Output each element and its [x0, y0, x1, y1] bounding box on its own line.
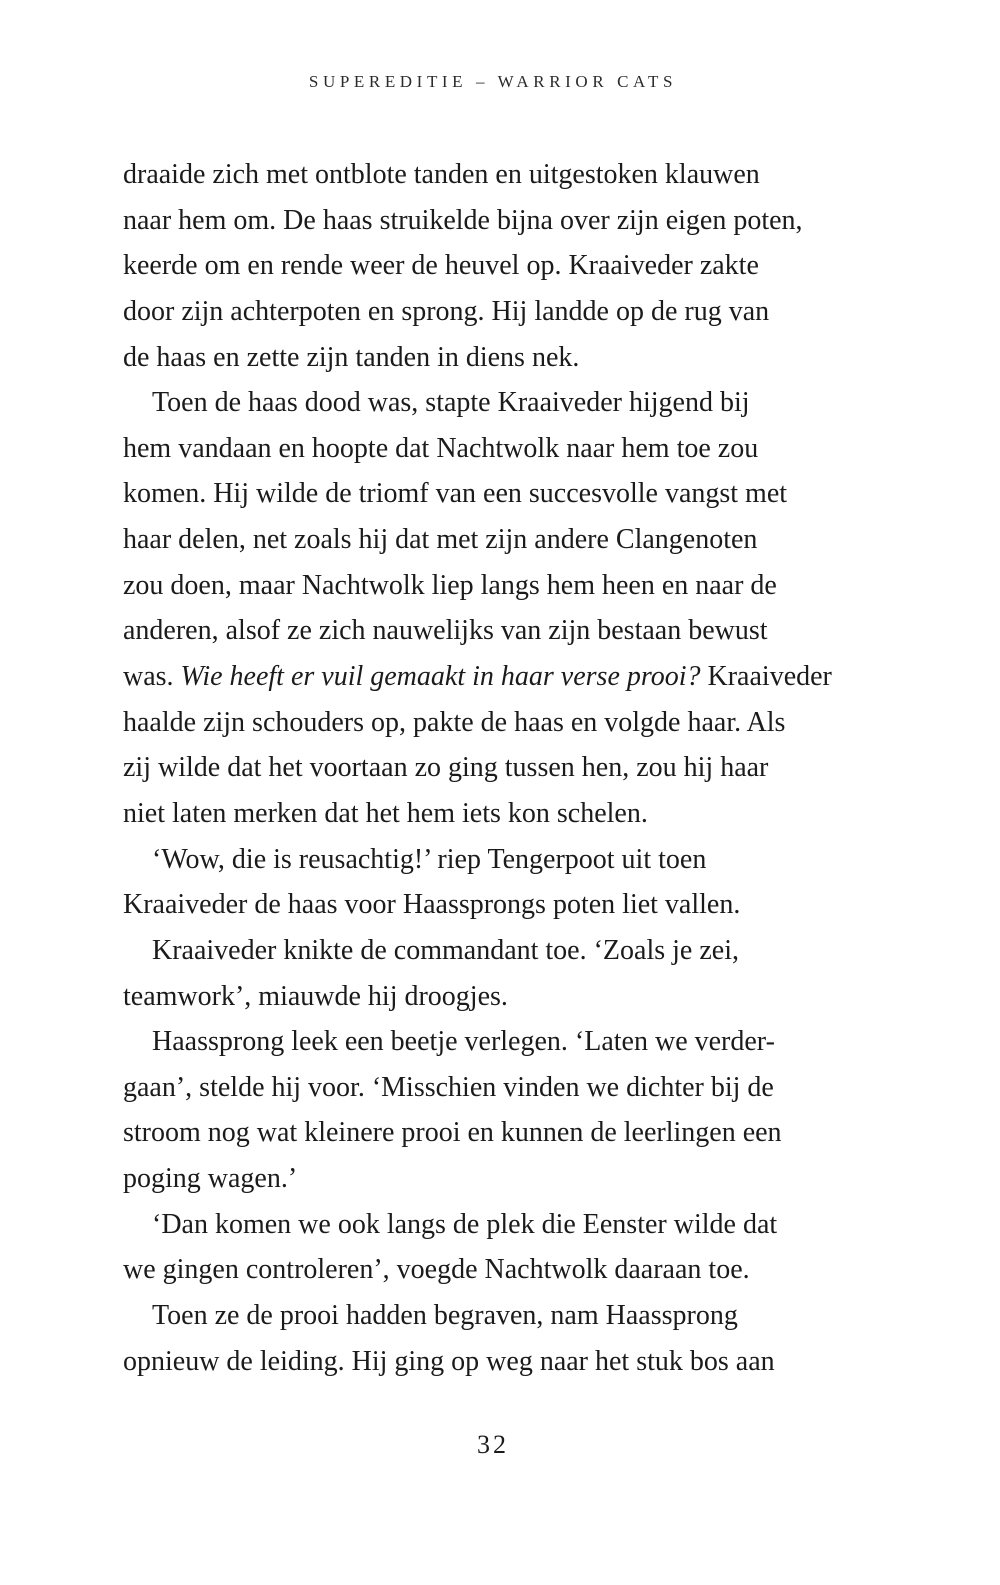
- text-line: opnieuw de leiding. Hij ging op weg naar het stuk bos aan: [123, 1345, 775, 1377]
- text-line: teamwork’, miauwde hij droogjes.: [123, 980, 508, 1012]
- page-number: 32: [477, 1430, 509, 1459]
- text-line: Kraaiveder knikte de commandant toe. ‘Zoals je zei,: [152, 934, 739, 966]
- paragraph: [123, 928, 903, 1019]
- text-line: haalde zijn schouders op, pakte de haas en volgde haar. Als: [123, 706, 786, 738]
- text-line: haar delen, net zoals hij dat met zijn andere Clangenoten: [123, 524, 758, 556]
- paragraph: [123, 152, 903, 380]
- text-line: hem vandaan en hoopte dat Nachtwolk naar hem toe zou: [123, 432, 759, 464]
- paragraph: [123, 380, 903, 836]
- text-line: ‘Wow, die is reusachtig!’ riep Tengerpoot uit toen: [152, 843, 707, 875]
- text-line: door zijn achterpoten en sprong. Hij landde op de rug van: [123, 295, 770, 327]
- text-line: niet laten merken dat het hem iets kon schelen.: [123, 797, 648, 829]
- italic-text: Wie heeft er vuil gemaakt in haar verse prooi?: [180, 661, 701, 693]
- text-line: anderen, alsof ze zich nauwelijks van zijn bestaan bewust: [123, 615, 768, 647]
- body-text: [123, 152, 903, 1384]
- paragraph: [123, 837, 903, 928]
- text-line: komen. Hij wilde de triomf van een succesvolle vangst met: [123, 478, 788, 510]
- text-line: we gingen controleren’, voegde Nachtwolk daaraan toe.: [123, 1254, 750, 1286]
- text-line: poging wagen.’: [123, 1163, 298, 1195]
- text-line: Toen ze de prooi hadden begraven, nam Haassprong: [152, 1300, 738, 1332]
- paragraph: [123, 1019, 903, 1202]
- text-line: keerde om en rende weer de heuvel op. Kraaiveder zakte: [123, 250, 759, 282]
- text-line: stroom nog wat kleinere prooi en kunnen de leerlingen een: [123, 1117, 782, 1149]
- running-head-title: SUPEREDITIE – WARRIOR CATS: [308, 72, 678, 91]
- text-line: [123, 654, 903, 700]
- text-line: Toen de haas dood was, stapte Kraaiveder hijgend bij: [152, 387, 750, 419]
- text-line: Haassprong leek een beetje verlegen. ‘Laten we verder-: [152, 1026, 775, 1058]
- text-line: zou doen, maar Nachtwolk liep langs hem heen en naar de: [123, 569, 777, 601]
- text-line: zij wilde dat het voortaan zo ging tussen hen, zou hij haar: [123, 752, 769, 784]
- text-line: draaide zich met ontblote tanden en uitgestoken klauwen: [123, 159, 760, 190]
- paragraph: [123, 1202, 903, 1293]
- text-line: naar hem om. De haas struikelde bijna over zijn eigen poten,: [123, 204, 803, 236]
- text-line: ‘Dan komen we ook langs de plek die Eenster wilde dat: [152, 1208, 778, 1240]
- text-run: Kraaiveder: [700, 661, 832, 693]
- text-run: was.: [123, 661, 181, 693]
- text-line: gaan’, stelde hij voor. ‘Misschien vinden we dichter bij de: [123, 1071, 774, 1103]
- text-line: Kraaiveder de haas voor Haassprongs poten liet vallen.: [123, 889, 741, 921]
- paragraph: [123, 1293, 903, 1384]
- text-line: de haas en zette zijn tanden in diens nek.: [123, 341, 580, 373]
